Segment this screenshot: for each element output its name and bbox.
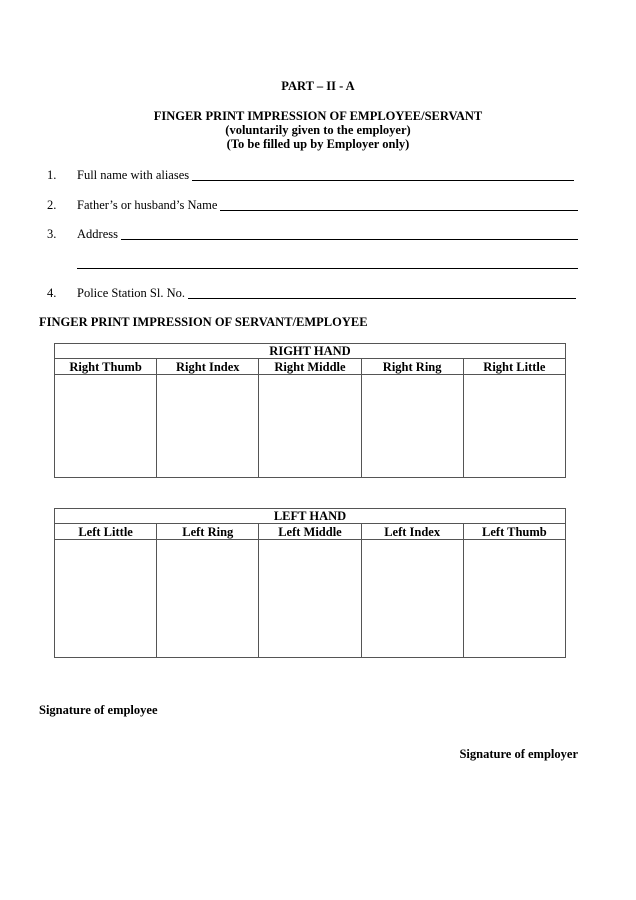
police-station-blank-line[interactable]: [188, 286, 576, 299]
field-label: Police Station Sl. No.: [77, 286, 185, 300]
field-label: Full name with aliases: [77, 168, 190, 182]
full-name-blank-line[interactable]: [192, 168, 574, 181]
left-hand-table: [54, 508, 566, 658]
right-hand-table: [54, 343, 566, 478]
field-number: 1.: [47, 168, 57, 182]
address-blank-line[interactable]: [121, 227, 578, 240]
field-father-husband-name: [47, 197, 578, 213]
left-thumb-header: Left Thumb: [463, 524, 565, 540]
left-index-header: Left Index: [361, 524, 463, 540]
field-address: [47, 226, 578, 242]
field-police-station: [47, 285, 576, 301]
employer-signature-label: Signature of employer: [459, 747, 578, 761]
left-thumb-impression-box[interactable]: [463, 540, 565, 658]
left-index-impression-box[interactable]: [361, 540, 463, 658]
right-thumb-impression-box[interactable]: [55, 375, 157, 478]
form-title: FINGER PRINT IMPRESSION OF EMPLOYEE/SERVANT: [153, 109, 483, 123]
field-full-name: [47, 167, 574, 183]
left-middle-header: Left Middle: [259, 524, 361, 540]
right-index-header: Right Index: [157, 359, 259, 375]
address-second-blank-line[interactable]: [77, 268, 578, 269]
right-little-impression-box[interactable]: [463, 375, 565, 478]
right-little-header: Right Little: [463, 359, 565, 375]
employee-signature-label: Signature of employee: [39, 703, 158, 717]
right-middle-impression-box[interactable]: [259, 375, 361, 478]
left-little-header: Left Little: [55, 524, 157, 540]
field-label: Father’s or husband’s Name: [77, 198, 218, 212]
right-ring-impression-box[interactable]: [361, 375, 463, 478]
field-number: 3.: [47, 227, 57, 241]
left-little-impression-box[interactable]: [55, 540, 157, 658]
left-hand-title: LEFT HAND: [55, 509, 566, 524]
right-index-impression-box[interactable]: [157, 375, 259, 478]
right-thumb-header: Right Thumb: [55, 359, 157, 375]
field-number: 2.: [47, 198, 57, 212]
left-ring-impression-box[interactable]: [157, 540, 259, 658]
father-husband-name-blank-line[interactable]: [220, 198, 578, 211]
left-middle-impression-box[interactable]: [259, 540, 361, 658]
right-middle-header: Right Middle: [259, 359, 361, 375]
part-heading: PART – II - A: [281, 79, 355, 93]
left-ring-header: Left Ring: [157, 524, 259, 540]
section-title: FINGER PRINT IMPRESSION OF SERVANT/EMPLOYEE: [39, 315, 368, 329]
field-label: Address: [77, 227, 118, 241]
field-number: 4.: [47, 286, 57, 300]
form-subtitle-voluntary: (voluntarily given to the employer): [225, 123, 411, 137]
right-hand-title: RIGHT HAND: [55, 344, 566, 359]
right-ring-header: Right Ring: [361, 359, 463, 375]
form-subtitle-employer-only: (To be filled up by Employer only): [226, 137, 410, 151]
